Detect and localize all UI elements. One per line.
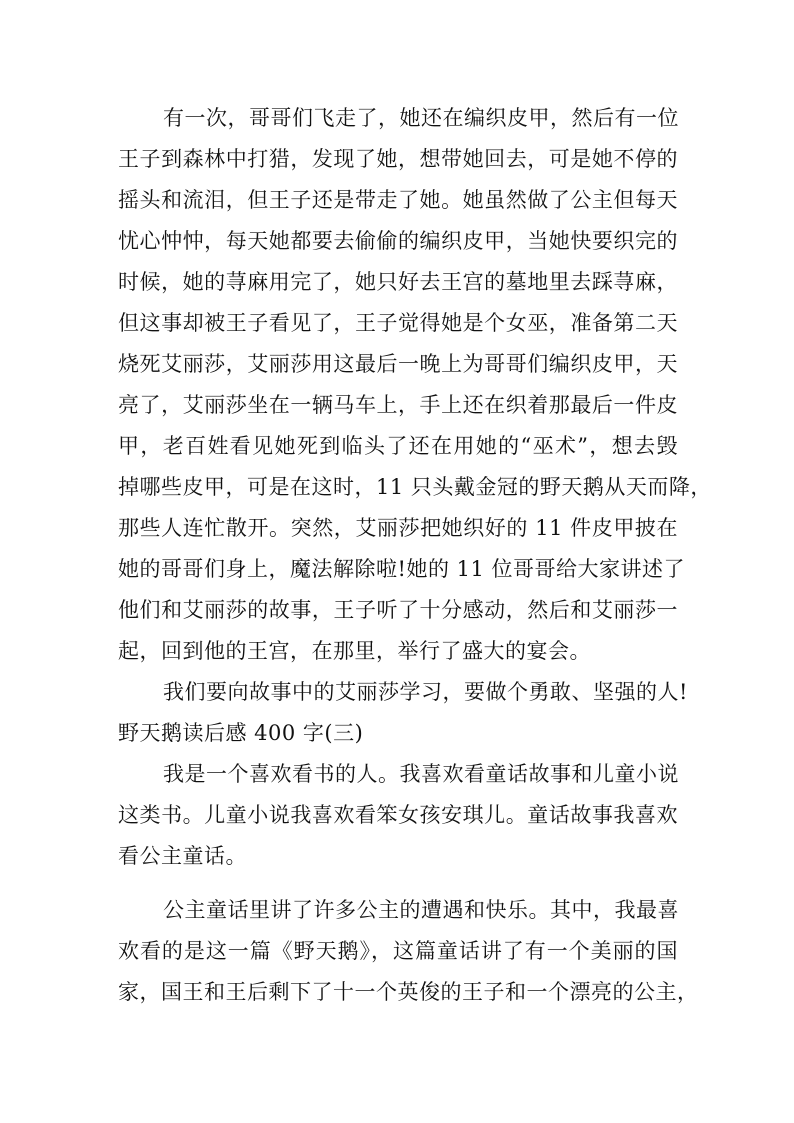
paragraph-line: 他们和艾丽莎的故事，王子听了十分感动，然后和艾丽莎一 [118,598,678,622]
paragraph-line: 我们要向故事中的艾丽莎学习，要做个勇敢、坚强的人! [163,680,688,704]
paragraph-line: 王子到森林中打猎，发现了她，想带她回去，可是她不停的 [118,147,678,171]
paragraph-line: 欢看的是这一篇《野天鹅》，这篇童话讲了有一个美丽的国 [118,939,678,963]
paragraph-line: 忧心忡忡，每天她都要去偷偷的编织皮甲，当她快要织完的 [118,229,678,253]
paragraph-line: 起，回到他的王宫，在那里，举行了盛大的宴会。 [118,639,591,663]
paragraph-line: 但这事却被王子看见了，王子觉得她是个女巫，准备第二天 [118,311,678,335]
paragraph-line: 公主童话里讲了许多公主的遭遇和快乐。其中，我最喜 [163,898,679,922]
paragraph-line: 烧死艾丽莎，艾丽莎用这最后一晚上为哥哥们编织皮甲，天 [118,352,678,376]
paragraph-line: 这类书。儿童小说我喜欢看笨女孩安琪儿。童话故事我喜欢 [118,803,678,827]
paragraph-line: 摇头和流泪，但王子还是带走了她。她虽然做了公主但每天 [118,188,678,212]
paragraph-line: 甲，老百姓看见她死到临头了还在用她的“巫术”，想去毁 [118,434,678,458]
paragraph-line: 那些人连忙散开。突然，艾丽莎把她织好的 11 件皮甲披在 [118,516,678,540]
section-heading: 野天鹅读后感 400 字(三) [118,721,364,745]
paragraph-line: 掉哪些皮甲，可是在这时，11 只头戴金冠的野天鹅从天而降， [118,475,712,499]
paragraph-line: 有一次，哥哥们飞走了，她还在编织皮甲，然后有一位 [163,106,679,130]
paragraph-line: 亮了，艾丽莎坐在一辆马车上，手上还在织着那最后一件皮 [118,393,678,417]
paragraph-line: 家，国王和王后剩下了十一个英俊的王子和一个漂亮的公主， [118,980,699,1004]
paragraph-line: 看公主童话。 [118,844,247,868]
paragraph-line: 我是一个喜欢看书的人。我喜欢看童话故事和儿童小说 [163,762,679,786]
paragraph-line: 时候，她的荨麻用完了，她只好去王宫的墓地里去踩荨麻， [118,270,678,294]
paragraph-line: 她的哥哥们身上，魔法解除啦!她的 11 位哥哥给大家讲述了 [118,557,686,581]
